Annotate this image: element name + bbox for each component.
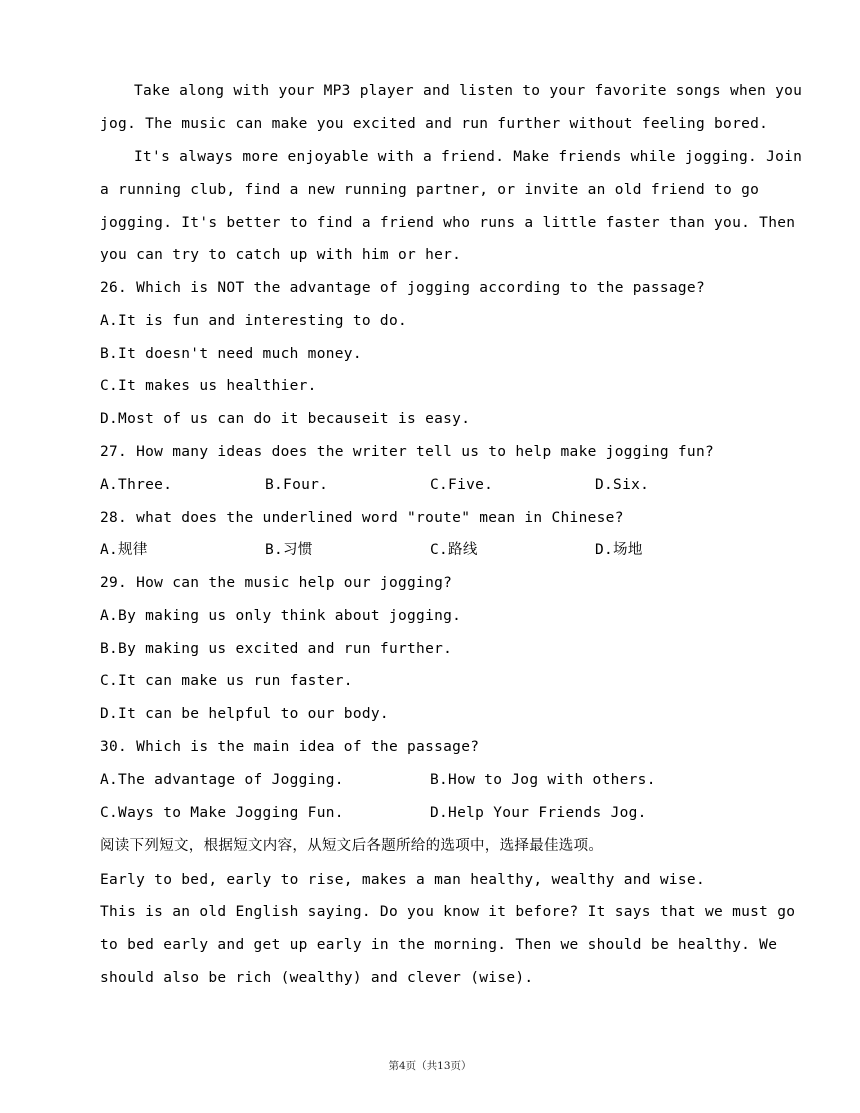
answer-option: C.路线 bbox=[430, 542, 478, 558]
answer-option: D.Most of us can do it becauseit is easy. bbox=[100, 411, 471, 427]
answer-option: A.By making us only think about jogging. bbox=[100, 608, 462, 624]
question-stem: 26. Which is NOT the advantage of jogging according to the passage? bbox=[100, 280, 705, 296]
passage-line: It's always more enjoyable with a friend. Make friends while jogging. Join bbox=[134, 149, 803, 165]
answer-option: A.规律 bbox=[100, 542, 148, 558]
answer-option: C.It can make us run faster. bbox=[100, 673, 353, 689]
passage-line: to bed early and get up early in the morning. Then we should be healthy. We bbox=[100, 937, 778, 953]
answer-option: D.场地 bbox=[595, 542, 643, 558]
answer-option: A.It is fun and interesting to do. bbox=[100, 313, 408, 329]
question-stem: 29. How can the music help our jogging? bbox=[100, 575, 453, 591]
passage-line: you can try to catch up with him or her. bbox=[100, 247, 462, 263]
saying: Early to bed, early to rise, makes a man healthy, wealthy and wise. bbox=[100, 872, 705, 888]
passage-line: a running club, find a new running partner, or invite an old friend to go bbox=[100, 182, 760, 198]
question-stem: 27. How many ideas does the writer tell us to help make jogging fun? bbox=[100, 444, 715, 460]
answer-option: D.It can be helpful to our body. bbox=[100, 706, 389, 722]
question-stem: 28. what does the underlined word "route" mean in Chinese? bbox=[100, 510, 624, 526]
passage-line: This is an old English saying. Do you know it before? It says that we must go bbox=[100, 904, 796, 920]
passage-line: Take along with your MP3 player and listen to your favorite songs when you bbox=[134, 83, 803, 99]
answer-option: B.It doesn't need much money. bbox=[100, 346, 362, 362]
passage-line: jogging. It's better to find a friend who runs a little faster than you. Then bbox=[100, 215, 796, 231]
answer-option: B.How to Jog with others. bbox=[430, 772, 656, 788]
answer-option: D.Six. bbox=[595, 477, 650, 493]
answer-option: B.By making us excited and run further. bbox=[100, 641, 453, 657]
answer-option: C.Five. bbox=[430, 477, 494, 493]
answer-option: A.Three. bbox=[100, 477, 173, 493]
answer-option: D.Help Your Friends Jog. bbox=[430, 805, 647, 821]
page-number: 第4页（共13页） bbox=[388, 1060, 472, 1072]
section-instruction: 阅读下列短文，根据短文内容，从短文后各题所给的选项中，选择最佳选项。 bbox=[100, 838, 604, 854]
answer-option: A.The advantage of Jogging. bbox=[100, 772, 344, 788]
answer-option: C.It makes us healthier. bbox=[100, 378, 317, 394]
passage-line: should also be rich (wealthy) and clever (wise). bbox=[100, 970, 534, 986]
question-stem: 30. Which is the main idea of the passage? bbox=[100, 739, 480, 755]
answer-option: B.习惯 bbox=[265, 542, 313, 558]
answer-option: B.Four. bbox=[265, 477, 329, 493]
passage-line: jog. The music can make you excited and run further without feeling bored. bbox=[100, 116, 769, 132]
answer-option: C.Ways to Make Jogging Fun. bbox=[100, 805, 344, 821]
